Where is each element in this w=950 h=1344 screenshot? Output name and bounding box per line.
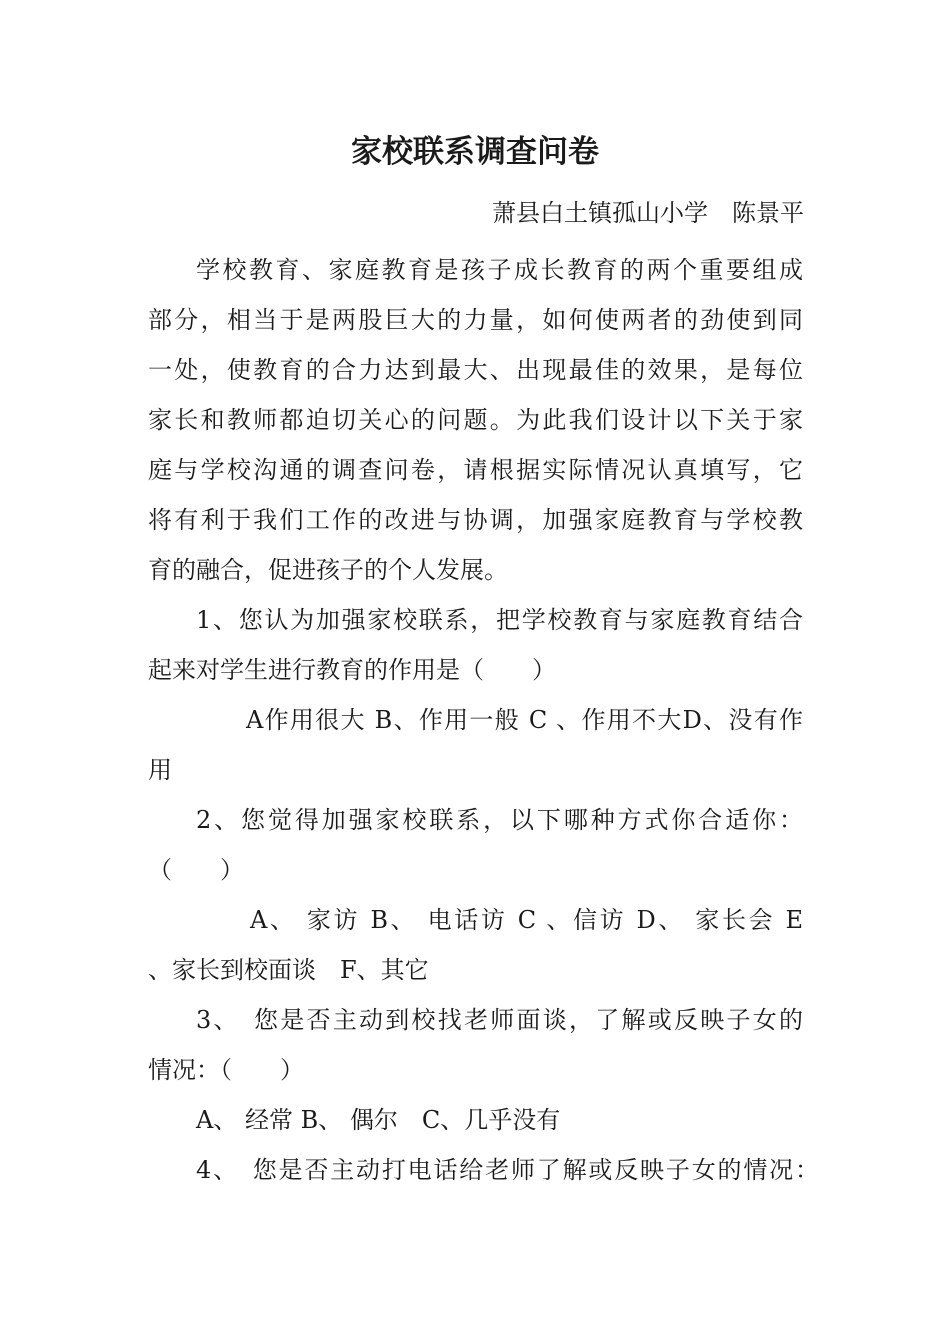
question-1-options: A作用很大 B、作用一般 C 、作用不大D、没有作: [246, 706, 803, 734]
question-4-stem: 4、 您是否主动打电话给老师了解或反映子女的情况：: [196, 1156, 819, 1184]
question-2-options: 、家长到校面谈 F、其它: [148, 956, 429, 984]
question-2-stem: 2、您觉得加强家校联系，以下哪种方式你合适你：: [196, 806, 803, 834]
intro-line: 部分，相当于是两股巨大的力量，如何使两者的劲使到同: [148, 306, 803, 334]
intro-line: 家长和教师都迫切关心的问题。为此我们设计以下关于家: [148, 406, 803, 434]
intro-line: 学校教育、家庭教育是孩子成长教育的两个重要组成: [196, 256, 803, 284]
intro-line: 育的融合，促进孩子的个人发展。: [148, 556, 508, 584]
intro-line: 庭与学校沟通的调查问卷，请根据实际情况认真填写，它: [148, 456, 803, 484]
question-3-stem: 情况：（ ）: [148, 1056, 304, 1084]
question-1-stem: 起来对学生进行教育的作用是（ ）: [148, 656, 556, 684]
question-2-stem: （ ）: [148, 856, 244, 884]
question-3-options: A、 经常 B、 偶尔 C、几乎没有: [196, 1106, 561, 1134]
question-1-options: 用: [148, 756, 172, 784]
author-line: 萧县白土镇孤山小学 陈景平: [492, 199, 804, 227]
question-2-options: A、 家访 B、 电话访 C 、信访 D、 家长会 E: [250, 906, 803, 934]
intro-line: 将有利于我们工作的改进与协调，加强家庭教育与学校教: [148, 506, 803, 534]
question-1-stem: 1、您认为加强家校联系，把学校教育与家庭教育结合: [196, 606, 803, 634]
intro-line: 一处，使教育的合力达到最大、出现最佳的效果，是每位: [148, 356, 803, 384]
question-3-stem: 3、 您是否主动到校找老师面谈，了解或反映子女的: [196, 1006, 803, 1034]
document-title: 家校联系调查问卷: [351, 134, 599, 170]
